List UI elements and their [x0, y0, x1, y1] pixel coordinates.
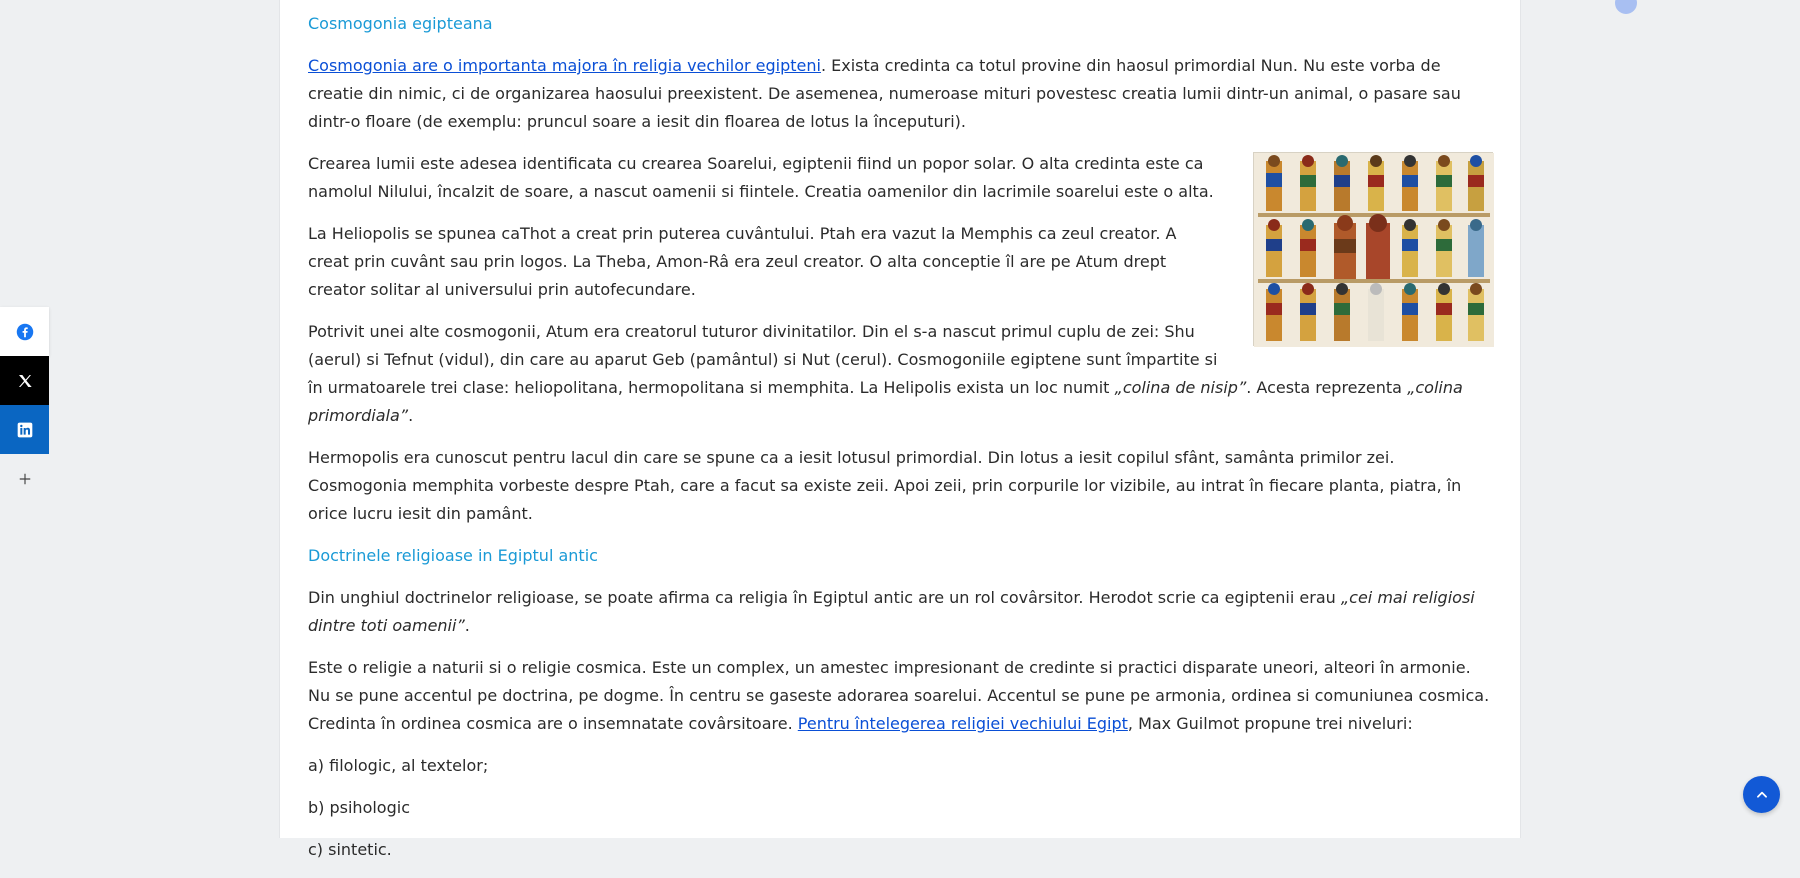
heading-cosmogonia: Cosmogonia egipteana [308, 14, 493, 33]
gods-illustration [1254, 153, 1494, 347]
paragraph-intro-text: . Exista credinta ca totul provine din haosul primordial Nun. Nu este vorba de creatie din nimic, ci de organizarea haosului preexistent. De asemenea, numeroase mituri povestesc creatia lumii dintr-un animal, o pasare sau dintr-o floare (de exemplu: pruncul soare a iesit din floarea de lotus la începuturi). [308, 56, 1461, 131]
herodot-quote: „cei mai religiosi dintre toti oamenii” [308, 588, 1475, 635]
colina-de-nisip: „colina de nisip” [1114, 378, 1247, 397]
egyptian-gods-image[interactable] [1253, 152, 1493, 346]
list-item-a: a) filologic, al textelor; [308, 756, 489, 775]
cosmogonia-link[interactable]: Cosmogonia are o importanta majora în religia vechilor egipteni [308, 56, 821, 75]
plus-icon [18, 472, 32, 486]
heading-doctrine: Doctrinele religioase in Egiptul antic [308, 546, 598, 565]
x-share-button[interactable] [0, 356, 49, 405]
list-item-c: c) sintetic. [308, 840, 392, 859]
decorative-dot [1615, 0, 1637, 14]
paragraph-atum-mid: . Acesta reprezenta [1246, 378, 1408, 397]
paragraph-atum-text: Potrivit unei alte cosmogonii, Atum era creatorul tuturor divinitatilor. Din el s-a nascut primul cuplu de zei: Shu (aerul) si Tefnut (vidul), din care au aparut Geb (pamântul) si Nut (cerul). Cosmogoniile egiptene sunt împartite si în urmatoarele trei clase: heliopolitana, hermopolitana si memphita. La Helipolis exista un loc numit [308, 322, 1218, 397]
list-item-b: b) psihologic [308, 798, 410, 817]
paragraph-intro [308, 52, 1493, 136]
paragraph-religie-text: Este o religie a naturii si o religie cosmica. Este un complex, un amestec impresionant de credinte si practici disparate uneori, alteori în armonie. Nu se pune accentul pe doctrina, pe dogme. În centru se gaseste adorarea soarelui. Accentul se pune pe armonia, ordinea si comuniunea cosmica. Credinta în ordinea cosmica are o insemnatate covârsitoare. [308, 658, 1490, 733]
article-content [308, 10, 1493, 878]
paragraph-heliopolis: La Heliopolis se spunea caThot a creat prin puterea cuvântului. Ptah era vazut la Memphis ca zeul creator. A creat prin cuvânt sau prin logos. La Theba, Amon-Râ era zeul creator. O alta conceptie îl are pe Atum drept creator solitar al universului prin autofecundare. [308, 224, 1177, 299]
more-share-button[interactable] [0, 454, 49, 503]
paragraph-atum-end: . [408, 406, 414, 425]
linkedin-icon [17, 422, 33, 438]
colina-primordiala: „colina primordiala” [308, 378, 1463, 425]
back-to-top-button[interactable] [1743, 776, 1780, 813]
facebook-share-button[interactable] [0, 307, 49, 356]
paragraph-creation: Crearea lumii este adesea identificata cu crearea Soarelui, egiptenii fiind un popor solar. O alta credinta este ca namolul Nilului, încalzit de soare, a nascut oamenii si fiintele. Creatia oamenilor din lacrimile soarelui este o alta. [308, 154, 1214, 201]
paragraph-doctrine-end: . [464, 616, 470, 635]
paragraph-religie-end: , Max Guilmot propune trei niveluri: [1127, 714, 1413, 733]
paragraph-doctrine [308, 584, 1493, 640]
linkedin-share-button[interactable] [0, 405, 49, 454]
chevron-up-icon [1755, 788, 1769, 802]
social-share-bar [0, 307, 49, 503]
x-icon [17, 373, 33, 389]
article-container [279, 0, 1521, 859]
paragraph-religie-naturii [308, 654, 1493, 738]
facebook-icon [16, 323, 34, 341]
paragraph-hermopolis: Hermopolis era cunoscut pentru lacul din care se spune ca a iesit lotusul primordial. Din lotus a iesit copilul sfânt, samânta primilor zei. Cosmogonia memphita vorbeste despre Ptah, care a facut sa existe zeii. Apoi zeii, prin corpurile lor vizibile, au intrat în fiecare planta, piatra, în orice lucru iesit din pamânt. [308, 448, 1462, 523]
intelegerea-religiei-link[interactable]: Pentru întelegerea religiei vechiului Egipt [797, 714, 1128, 733]
paragraph-doctrine-text: Din unghiul doctrinelor religioase, se poate afirma ca religia în Egiptul antic are un rol covârsitor. Herodot scrie ca egiptenii erau [308, 588, 1341, 607]
